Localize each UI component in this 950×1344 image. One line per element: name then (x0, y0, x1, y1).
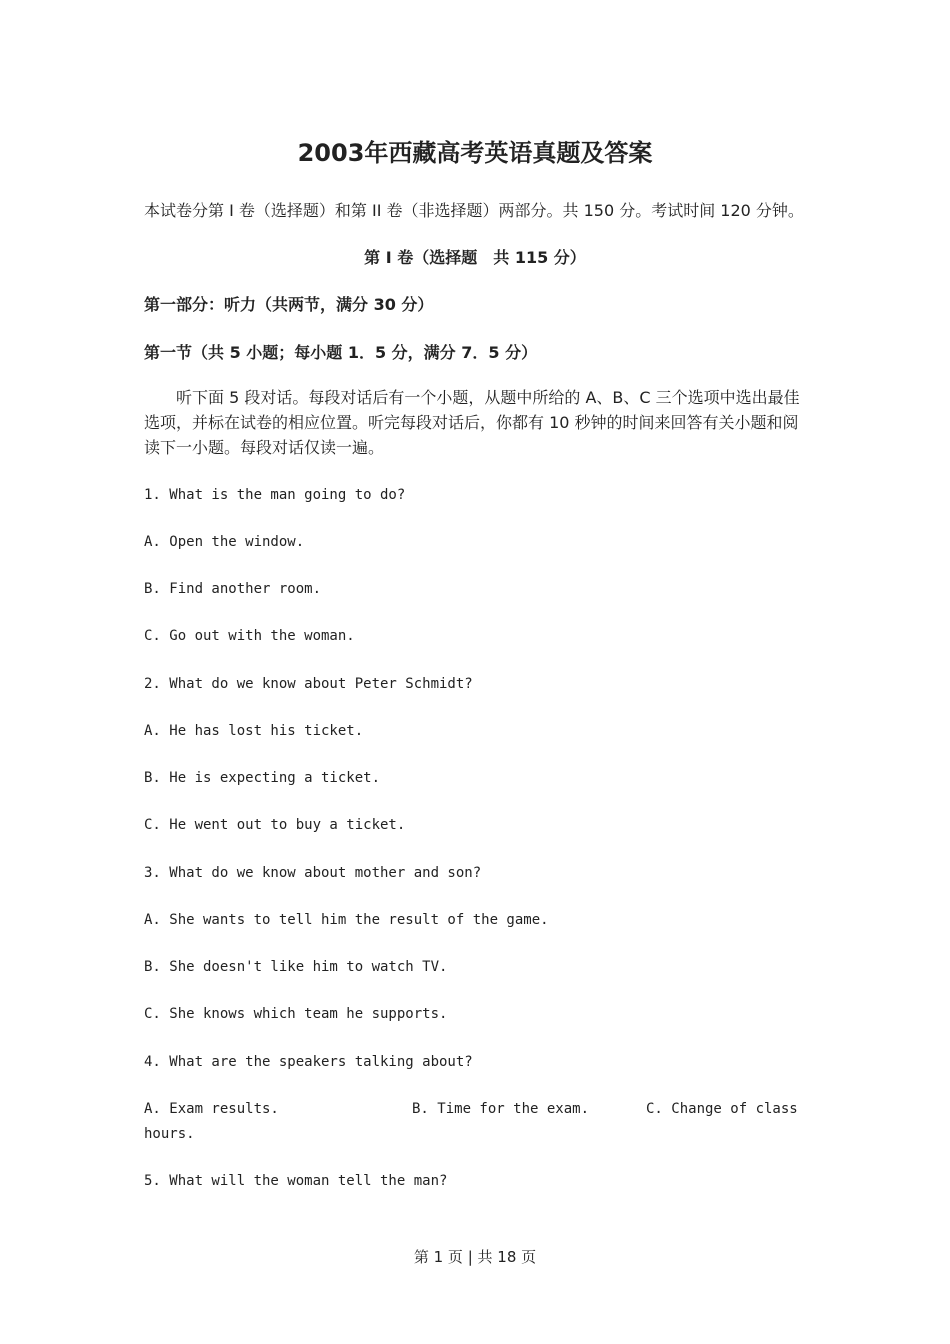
question-stem: 2. What do we know about Peter Schmidt? (144, 676, 473, 692)
answer-option: C. Go out with the woman. (144, 628, 355, 644)
exam-intro: 本试卷分第 I 卷（选择题）和第 II 卷（非选择题）两部分。共 150 分。考试时间 120 分钟。 (144, 201, 804, 220)
volume-heading: 第 I 卷（选择题 共 115 分） (364, 248, 586, 267)
answer-option: B. Find another room. (144, 581, 322, 597)
answer-option: B. He is expecting a ticket. (144, 770, 381, 786)
answer-option: C. He went out to buy a ticket. (144, 817, 406, 833)
answer-option: C. She knows which team he supports. (144, 1006, 448, 1022)
section-heading: 第一节（共 5 小题；每小题 1．5 分，满分 7．5 分） (144, 343, 538, 362)
answer-option: B. She doesn't like him to watch TV. (144, 959, 448, 975)
answer-option: A. He has lost his ticket. (144, 723, 364, 739)
answer-option: C. Change of class (646, 1101, 798, 1117)
answer-option: B. Time for the exam. (412, 1101, 590, 1117)
answer-option: A. Exam results. (144, 1101, 279, 1117)
part-heading: 第一部分：听力（共两节，满分 30 分） (144, 295, 434, 314)
page-footer: 第 1 页 | 共 18 页 (413, 1248, 537, 1266)
question-stem: 3. What do we know about mother and son? (144, 865, 482, 881)
answer-option-continuation: hours. (144, 1126, 195, 1142)
question-stem: 4. What are the speakers talking about? (144, 1054, 473, 1070)
answer-option: A. Open the window. (144, 534, 305, 550)
listening-instructions: 听下面 5 段对话。每段对话后有一个小题，从题中所给的 A、B、C 三个选项中选出最佳选项，并标在试卷的相应位置。听完每段对话后，你都有 10 秒钟的时间来回答有关小题和阅读下一小题。每段对话仅读一遍。 (144, 388, 800, 457)
question-stem: 5. What will the woman tell the man? (144, 1173, 448, 1189)
answer-option: A. She wants to tell him the result of the game. (144, 912, 549, 928)
document-title: 2003年西藏高考英语真题及答案 (297, 139, 653, 167)
question-stem: 1. What is the man going to do? (144, 487, 406, 503)
